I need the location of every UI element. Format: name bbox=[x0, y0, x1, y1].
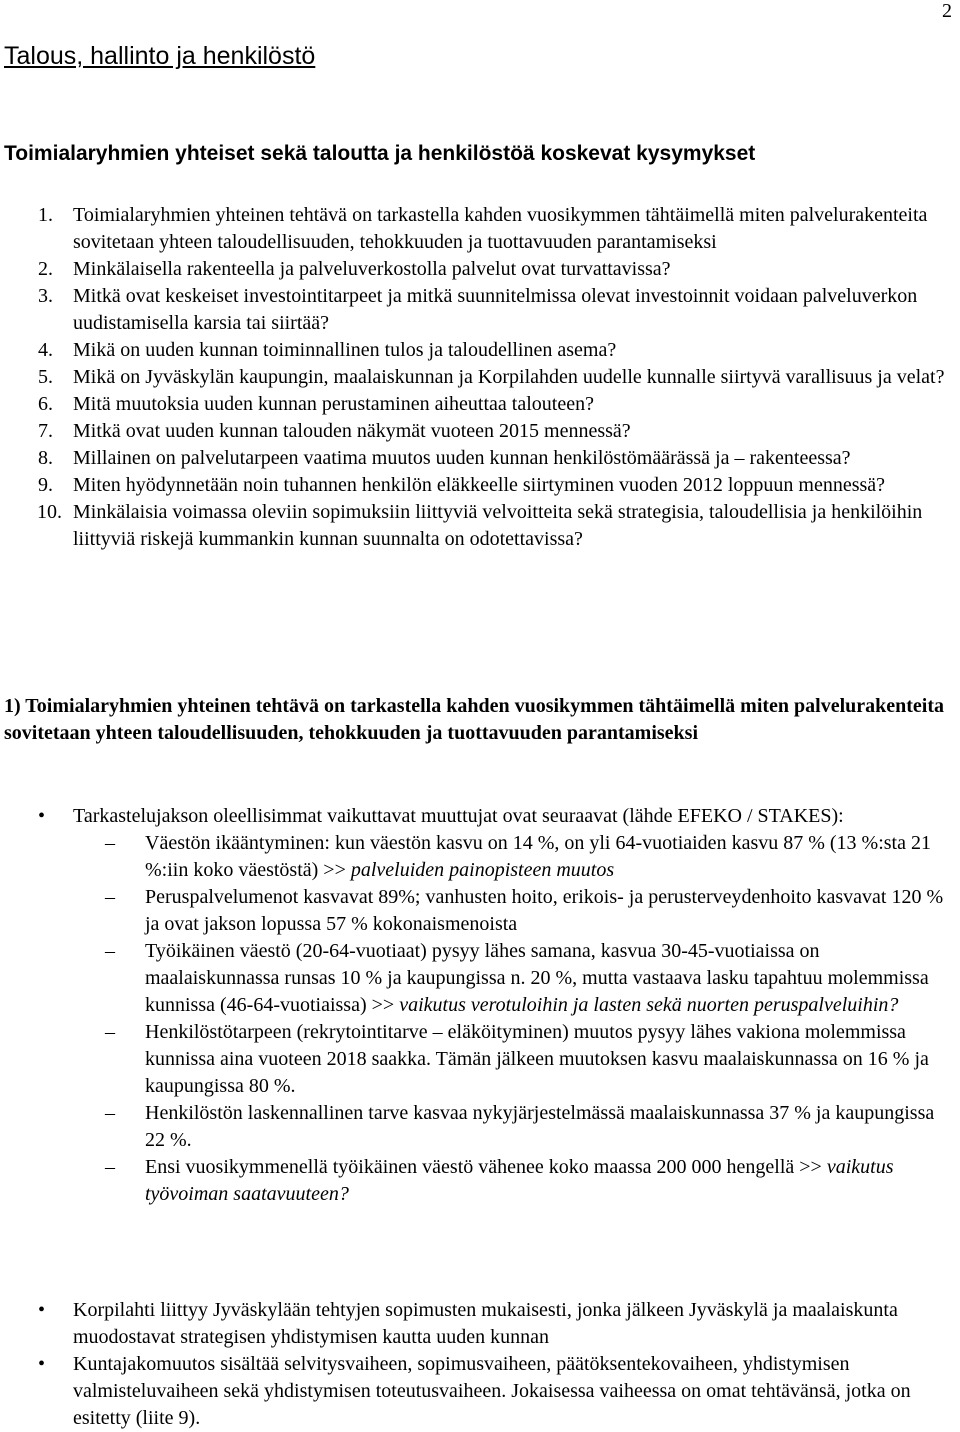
question-number: 8. bbox=[38, 447, 53, 469]
bullet-glyph: • bbox=[38, 805, 46, 827]
dash-item bbox=[0, 884, 956, 938]
dash-text: Peruspalvelumenot kasvavat 89%; vanhusten hoito, erikois- ja perusterveydenhoito kasvavat 120 % ja ovat jakson lopussa 57 % kokonaismenoista bbox=[145, 886, 944, 935]
question-text: Minkälaisia voimassa oleviin sopimuksiin liittyviä velvoitteita sekä strategisia, taloudellisia ja henkilöihin liittyviä riskejä kummankin kunnan suunnalta on odotettavissa? bbox=[73, 501, 923, 550]
bullet-item bbox=[0, 1351, 956, 1432]
question-text: Mitä muutoksia uuden kunnan perustaminen aiheuttaa talouteen? bbox=[73, 393, 594, 415]
bullet-glyph: • bbox=[38, 1353, 46, 1375]
question-item bbox=[0, 337, 956, 364]
dash-glyph: – bbox=[105, 1021, 115, 1043]
dash-glyph: – bbox=[105, 940, 115, 962]
question-item bbox=[0, 445, 956, 472]
dash-list bbox=[73, 830, 956, 1208]
dash-item bbox=[0, 1019, 956, 1100]
dash-item bbox=[0, 830, 956, 884]
question-item bbox=[0, 202, 956, 256]
question-item bbox=[0, 364, 956, 391]
question-text: Toimialaryhmien yhteinen tehtävä on tarkastella kahden vuosikymmen tähtäimellä miten palvelurakenteita sovitetaan yhteen taloudellisuuden, tehokkuuden ja tuottavuuden parantamiseksi bbox=[73, 204, 928, 253]
dash-item bbox=[0, 1154, 956, 1208]
question-number: 4. bbox=[38, 339, 53, 361]
question-number: 7. bbox=[38, 420, 53, 442]
dash-glyph: – bbox=[105, 1156, 115, 1178]
section-heading: Toimialaryhmien yhteiset sekä taloutta ja henkilöstöä koskevat kysymykset bbox=[4, 142, 756, 165]
question-text: Mikä on Jyväskylän kaupungin, maalaiskunnan ja Korpilahden uudelle kunnalle siirtyvä varallisuus ja velat? bbox=[73, 366, 945, 388]
dash-text: Työikäinen väestö (20-64-vuotiaat) pysyy lähes samana, kasvua 30-45-vuotiaissa on maalaiskunnassa runsas 10 % ja kaupungissa n. 20 %, mutta vastaava lasku tapahtuu molemmissa kunnissa (46-64-vuotiaissa) >> bbox=[145, 940, 929, 1016]
question-text: Miten hyödynnetään noin tuhannen henkilön eläkkeelle siirtyminen vuoden 2012 loppuun mennessä? bbox=[73, 474, 886, 496]
dash-text: Henkilöstötarpeen (rekrytointitarve – eläköityminen) muutos pysyy lähes vakiona molemmissa kunnissa aina vuoteen 2018 saakka. Tämän jälkeen muutoksen kasvu maalaiskunnassa on 16 % ja kaupungissa 80 %. bbox=[145, 1021, 929, 1097]
bullet-text: Tarkastelujakson oleellisimmat vaikuttavat muuttujat ovat seuraavat (lähde EFEKO / STAKES): bbox=[73, 805, 844, 827]
bullet-glyph: • bbox=[38, 1299, 46, 1321]
dash-item bbox=[0, 938, 956, 1019]
question-text: Millainen on palvelutarpeen vaatima muutos uuden kunnan henkilöstömäärässä ja – rakenteessa? bbox=[73, 447, 851, 469]
dash-emphasis: vaikutus verotuloihin ja lasten sekä nuorten peruspalveluihin? bbox=[399, 994, 899, 1016]
bullet-text: Korpilahti liittyy Jyväskylään tehtyjen sopimusten mukaisesti, jonka jälkeen Jyväskylä ja maalaiskunta muodostavat strategisen yhdistymisen kautta uuden kunnan bbox=[73, 1299, 898, 1348]
question-text: Mikä on uuden kunnan toiminnallinen tulos ja taloudellinen asema? bbox=[73, 339, 617, 361]
question-text: Mitkä ovat keskeiset investointitarpeet ja mitkä suunnitelmissa olevat investoinnit voidaan palveluverkon uudistamisella karsia tai siirtää? bbox=[73, 285, 918, 334]
dash-glyph: – bbox=[105, 1102, 115, 1124]
dash-glyph: – bbox=[105, 832, 115, 854]
question-number: 9. bbox=[38, 474, 53, 496]
question-number: 5. bbox=[38, 366, 53, 388]
question-number: 2. bbox=[38, 258, 53, 280]
page-title: Talous, hallinto ja henkilöstö bbox=[4, 42, 316, 70]
question-text: Mitkä ovat uuden kunnan talouden näkymät vuoteen 2015 mennessä? bbox=[73, 420, 631, 442]
question-number: 6. bbox=[38, 393, 53, 415]
question-number: 1. bbox=[38, 204, 53, 226]
dash-text: Henkilöstön laskennallinen tarve kasvaa nykyjärjestelmässä maalaiskunnassa 37 % ja kaupungissa 22 %. bbox=[145, 1102, 935, 1151]
question-text: Minkälaisella rakenteella ja palveluverkostolla palvelut ovat turvattavissa? bbox=[73, 258, 671, 280]
bullet-text: Kuntajakomuutos sisältää selvitysvaiheen, sopimusvaiheen, päätöksentekovaiheen, yhdistymisen valmisteluvaiheen sekä yhdistymisen toteutusvaiheen. Jokaisessa vaiheessa on omat tehtävänsä, jotka on esitetty (liite 9). bbox=[73, 1353, 911, 1429]
question-item bbox=[0, 256, 956, 283]
question-item bbox=[0, 499, 956, 553]
page-number: 2 bbox=[942, 0, 952, 22]
question-item bbox=[0, 283, 956, 337]
question-item bbox=[0, 418, 956, 445]
bullet-item bbox=[0, 1297, 956, 1351]
bullet-item bbox=[0, 803, 956, 1208]
dash-emphasis: palveluiden painopisteen muutos bbox=[350, 859, 615, 881]
bullet-list-main bbox=[0, 803, 956, 1208]
question-item bbox=[0, 391, 956, 418]
dash-emphasis: vaikutus työvoiman saatavuuteen? bbox=[145, 1156, 894, 1205]
question-item bbox=[0, 472, 956, 499]
question-number: 10. bbox=[37, 501, 62, 523]
question-number: 3. bbox=[38, 285, 53, 307]
dash-glyph: – bbox=[105, 886, 115, 908]
dash-text: Ensi vuosikymmenellä työikäinen väestö vähenee koko maassa 200 000 hengellä >> bbox=[145, 1156, 822, 1178]
dash-item bbox=[0, 1100, 956, 1154]
bullet-list-bottom bbox=[0, 1297, 956, 1432]
dash-text: Väestön ikääntyminen: kun väestön kasvu on 14 %, on yli 64-vuotiaiden kasvu 87 % (13 %:sta 21 %:iin koko väestöstä) >> bbox=[145, 832, 931, 881]
subsection-heading: 1) Toimialaryhmien yhteinen tehtävä on tarkastella kahden vuosikymmen tähtäimellä miten palvelurakenteita sovitetaan yhteen taloudellisuuden, tehokkuuden ja tuottavuuden parantamiseksi bbox=[4, 695, 945, 744]
question-list bbox=[0, 202, 956, 553]
